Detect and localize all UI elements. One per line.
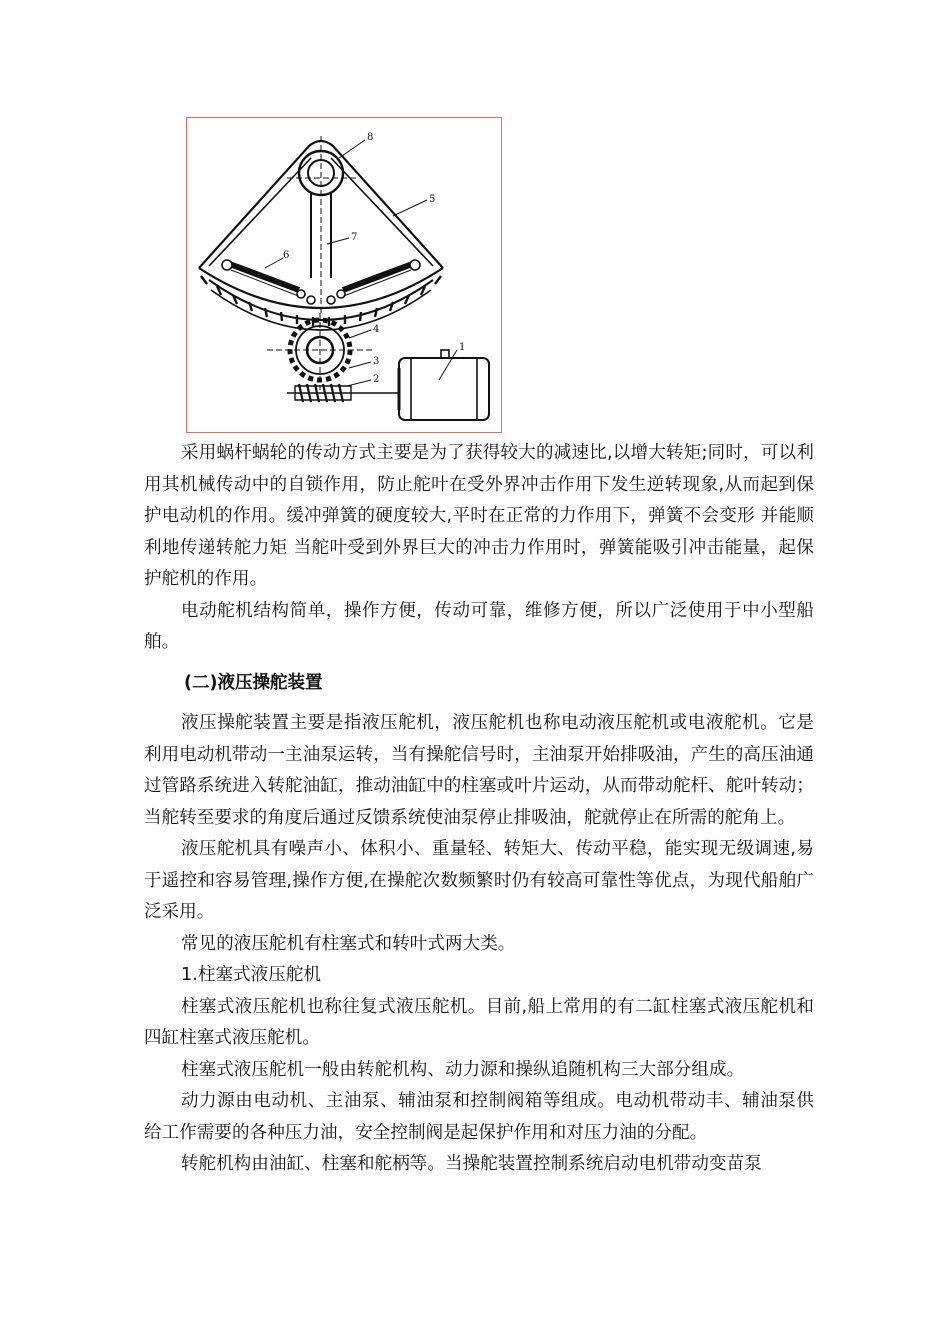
steering-gear-diagram xyxy=(186,117,502,433)
paragraph-hydraulic-intro: 液压操舵装置主要是指液压舵机，液压舵机也称电动液压舵机或电液舵机。它是利用电动机带动一主油泵运转，当有操舵信号时，主油泵开始排吸油，产生的高压油通过管路系统进入转舵油缸，推动油缸中的柱塞或叶片运动，从而带动舵杆、舵叶转动；当舵转至要求的角度后通过反馈系统使油泵停止排吸油，舵就停止在所需的舵角上。 xyxy=(144,713,814,828)
steering-gear-drawing xyxy=(187,118,503,434)
callout-7: 7 xyxy=(351,232,358,243)
callout-1: 1 xyxy=(459,342,466,353)
section-heading: (二)液压操舵装置 xyxy=(184,672,323,693)
callout-3: 3 xyxy=(373,356,380,367)
paragraph-worm-gear: 采用蜗杆蜗轮的传动方式主要是为了获得较大的减速比,以增大转矩;同时，可以利用其机械传动中的自锁作用，防止舵叶在受外界冲击作用下发生逆转现象,从而起到保护电动机的作用。缓冲弹簧的硬度较大,平时在正常的力作用下，弹簧不会变形 并能顺利地传递转舵力矩 当舵叶受到外界巨大的冲击力作用时，弹簧能吸引冲击能量，起保护舵机的作用。 xyxy=(144,443,814,589)
body-text xyxy=(144,438,814,1181)
paragraph-plunger-parts: 柱塞式液压舵机一般由转舵机构、动力源和操纵追随机构三大部分组成。 xyxy=(181,1059,745,1080)
paragraph-electric-steering: 电动舵机结构简单，操作方便，传动可靠，维修方便，所以广泛使用于中小型船舶。 xyxy=(144,600,814,652)
subheading-plunger: 1.柱塞式液压舵机 xyxy=(181,965,322,985)
paragraph-power-source: 动力源由电动机、主油泵、辅油泵和控制阀箱等组成。电动机带动丰、辅油泵供给工作需要的各种压力油，安全控制阀是起保护作用和对压力油的分配。 xyxy=(144,1091,814,1143)
callout-4: 4 xyxy=(373,324,380,335)
paragraph-hydraulic-types: 常见的液压舵机有柱塞式和转叶式两大类。 xyxy=(181,933,516,954)
callout-5: 5 xyxy=(429,194,436,205)
paragraph-steering-mechanism: 转舵机构由油缸、柱塞和舵柄等。当操舵装置控制系统启动电机带动变苗泵 xyxy=(181,1154,762,1174)
callout-2: 2 xyxy=(373,374,380,385)
callout-8: 8 xyxy=(367,132,374,143)
callout-6: 6 xyxy=(283,250,290,261)
paragraph-hydraulic-advantages: 液压舵机具有噪声小、体积小、重量轻、转矩大、传动平稳，能实现无级调速,易于遥控和容易管理,操作方便,在操舵次数频繁时仍有较高可靠性等优点，为现代船舶广泛采用。 xyxy=(144,839,814,922)
paragraph-plunger-def: 柱塞式液压舵机也称往复式液压舵机。目前,船上常用的有二缸柱塞式液压舵机和四缸柱塞式液压舵机。 xyxy=(144,996,814,1048)
